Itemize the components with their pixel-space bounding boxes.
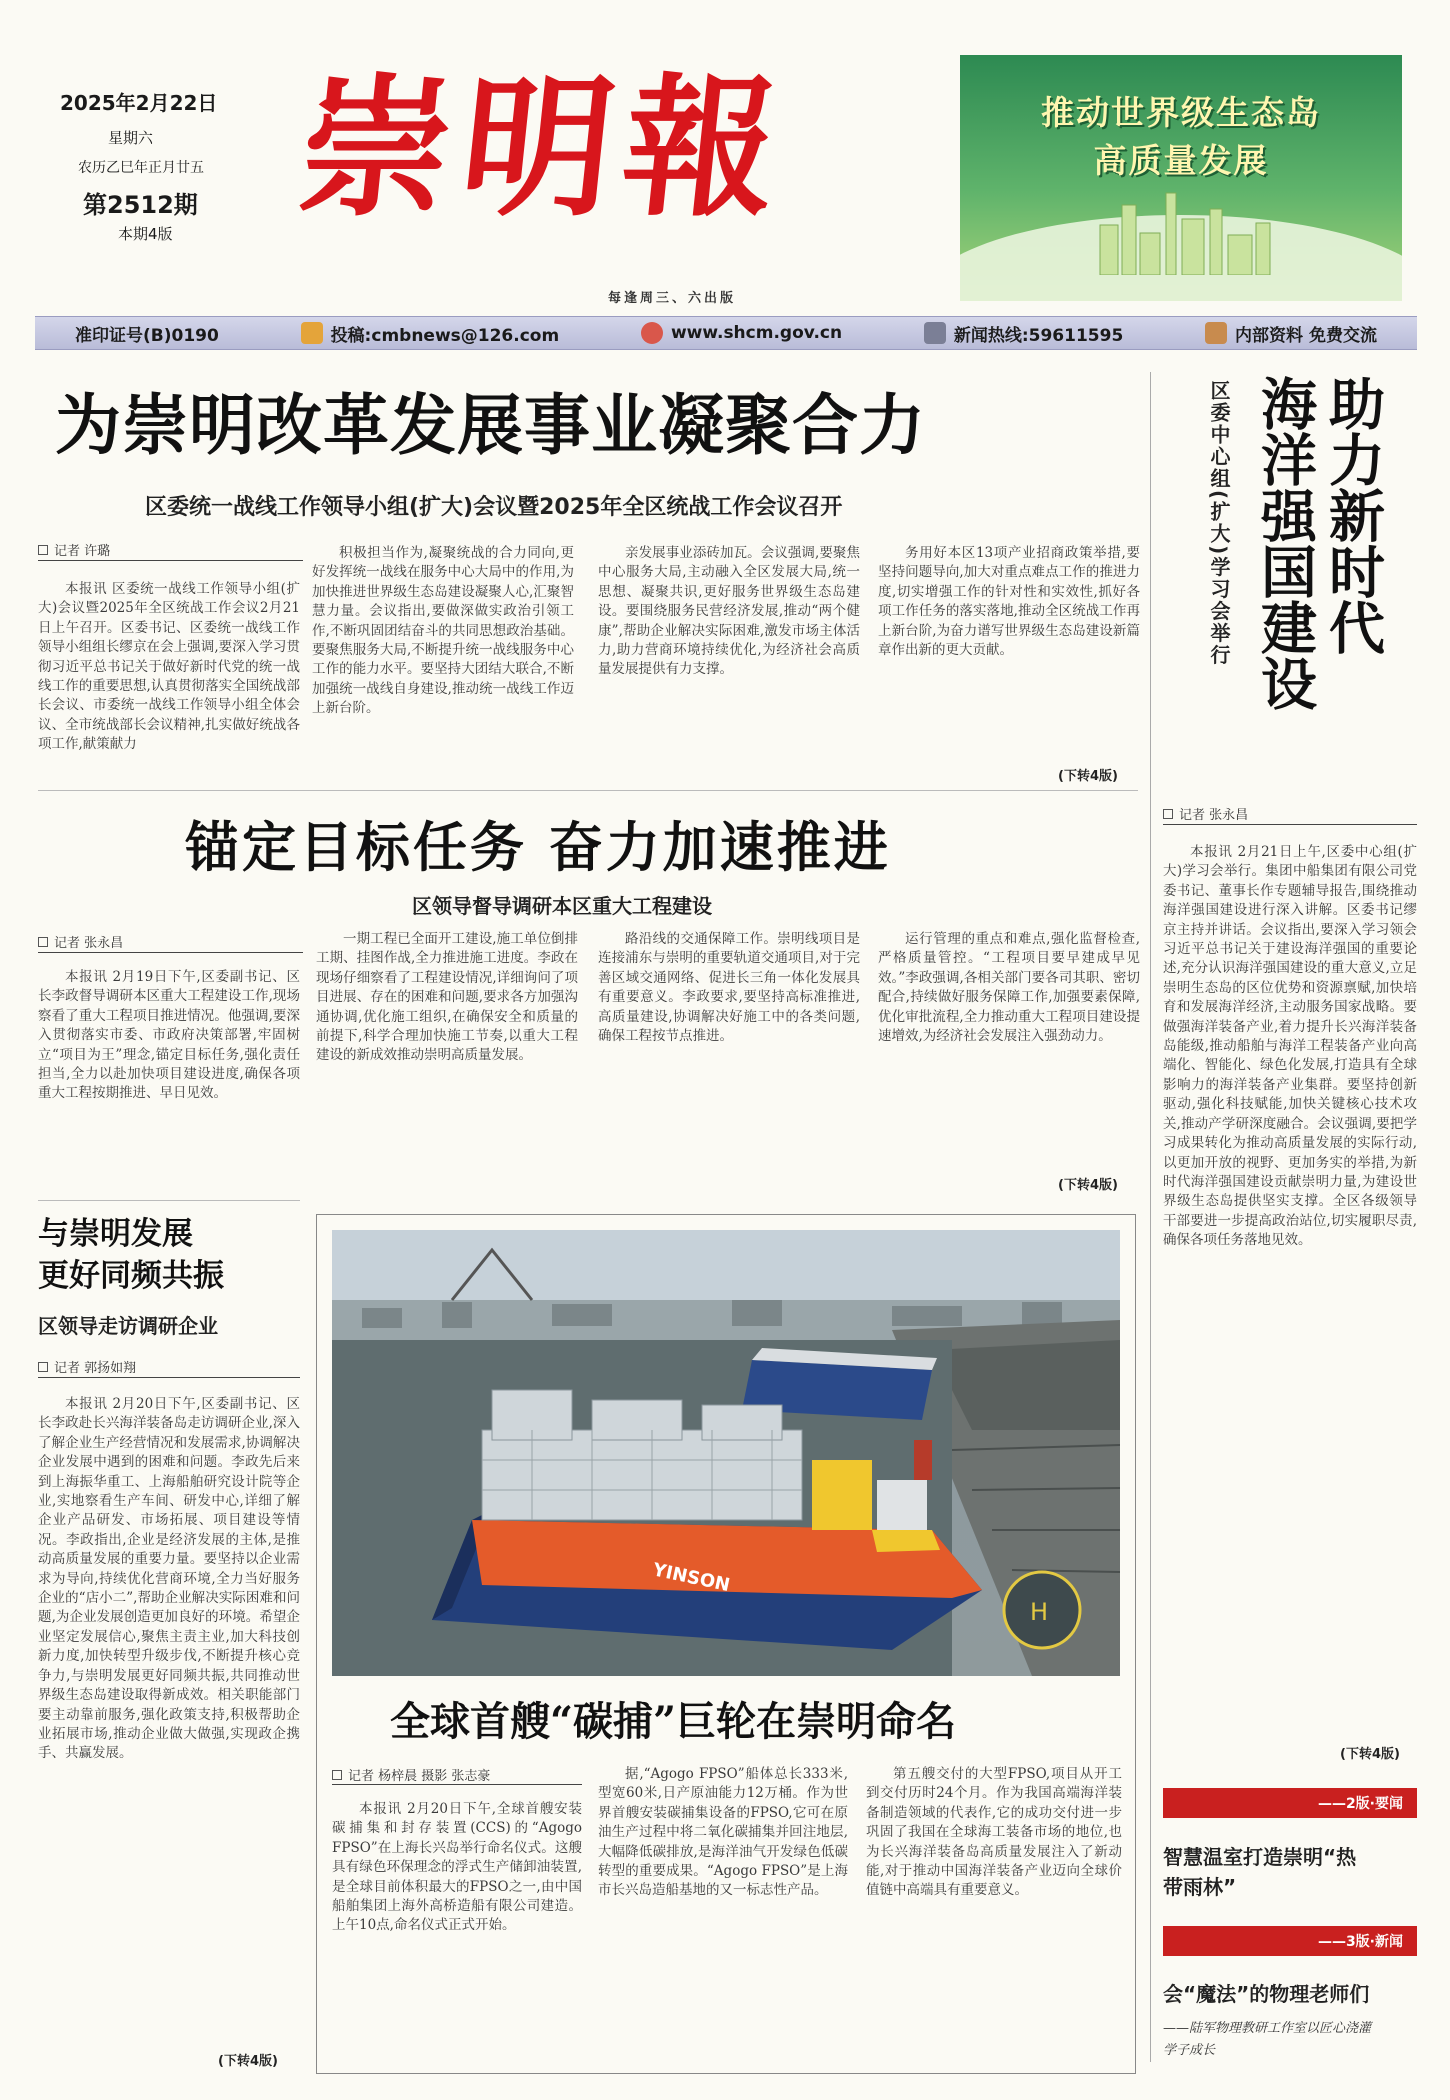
publish-schedule: 每逢周三、六出版 [608, 291, 737, 306]
right-body [1163, 843, 1417, 2100]
page2-tag-text: ——2版·要闻 [1317, 1796, 1403, 1812]
second-col-3 [598, 930, 860, 1190]
lead-col-2-text: 积极担当作为,凝聚统战的合力同向,更好发挥统一战线在服务中心大局中的作用,为加快推进世界级生态岛建设凝聚人心,汇聚智慧力量。会议指出,要做深做实政治引领工作,不断巩固团结奋斗的共同思想政治基础。要聚焦服务大局,不断提升统一战线服务中心工作的能力水平。要坚持大团结大联合,不断加强统一战线自身建设,推动统一战线工作迈上新台阶。 [312, 545, 574, 717]
ship-photo [332, 1230, 1120, 1676]
left-body-text: 本报讯 2月20日下午,区委副书记、区长李政赴长兴海洋装备岛走访调研企业,深入了解企业生产经营情况和发展需求,协调解决企业发展中遇到的困难和问题。李政先后来到上海振华重工、上海船舶研究设计院等企业,实地察看生产车间、研发中心,详细了解企业产品研发、市场拓展、项目建设等情况。李政指出,企业是经济发展的主体,是推动高质量发展的重要力量。要坚持以企业需求为导向,持续优化营商环境,全力当好服务企业的“店小二”,帮助企业解决实际困难和问题,为企业发展创造更加良好的环境。希望企业坚定发展信心,聚焦主责主业,加大科技创新力度,加快转型升级步伐,不断提升核心竞争力,与崇明发展更好同频共振,共同推动世界级生态岛建设取得新成效。相关职能部门要主动靠前服务,强化政策支持,积极帮助企业拓展市场,推动企业做大做强,实现政企携手、共赢发展。 [38, 1396, 300, 1762]
photo-byline [332, 1765, 490, 1784]
lead-byline-text: 记者 许璐 [54, 544, 111, 559]
right-byline-text: 记者 张永昌 [1179, 808, 1249, 823]
right-subhead: 区委中心组(扩大)学习会举行 [1207, 380, 1231, 667]
page2-teaser: 智慧温室打造崇明“热带雨林” [1163, 1845, 1357, 1899]
permit-text: 准印证号(B)0190 [75, 325, 219, 346]
newspaper-logo: 崇明報 [290, 58, 796, 237]
right-byline [1163, 804, 1248, 823]
photo-byline-text: 记者 杨梓晨 摄影 张志豪 [348, 1769, 491, 1784]
second-col-1 [38, 968, 300, 1190]
lead-col-4 [878, 544, 1140, 754]
byline-box-icon [332, 1770, 342, 1780]
right-headline-col-2: 海洋强国建设 [1252, 375, 1317, 711]
left-byline [38, 1357, 136, 1376]
second-col-4 [878, 930, 1140, 1166]
right-headline-col-1: 助力新时代 [1320, 375, 1385, 655]
photo-col-1-text: 本报讯 2月20日下午,全球首艘安装碳捕集和封存装置(CCS)的“Agogo FPSO”在上海长兴岛举行命名仪式。这艘具有绿色环保理念的浮式生产储卸油装置,是全球目前体积最大的FPSO之一,由中国船舶集团上海外高桥造船有限公司建造。上午10点,命名仪式正式开始。 [332, 1801, 582, 1934]
byline-box-icon [38, 937, 48, 947]
second-byline-rule [38, 952, 303, 953]
issue-lunar: 农历乙巳年正月廿五 [78, 160, 204, 176]
network-icon [641, 322, 663, 344]
right-continued: (下转4版) [1340, 1747, 1400, 1762]
banner-text-2: 高质量发展 [1093, 141, 1269, 180]
ship-scene [332, 1230, 1120, 1676]
lead-col-3 [598, 544, 860, 776]
svg-text:H: H [1030, 1598, 1049, 1626]
second-headline: 锚定目标任务 奋力加速推进 [185, 815, 891, 879]
phone-icon [924, 322, 946, 344]
email-text: 投稿:cmbnews@126.com [330, 325, 560, 346]
right-body-text: 本报讯 2月21日上午,区委中心组(扩大)学习会举行。集团中船集团有限公司党委书记、董事长作专题辅导报告,围绕推动海洋强国建设进行深入讲解。区委书记缪京主持并讲话。会议指出,要深入学习领会习近平总书记关于建设海洋强国的重要论述,充分认识海洋强国建设的重大意义,立足崇明生态岛的区位优势和资源禀赋,加快培育和发展海洋经济,主动服务国家战略。要做强海洋装备产业,着力提升长兴海洋装备岛能级,推动船舶与海洋工程装备产业向高端化、智能化、绿色化发展,打造具有全球影响力的海洋装备产业集群。要坚持创新驱动,强化科技赋能,加快关键核心技术攻关,推动产学研深度融合。会议强调,要把学习成果转化为推动高质量发展的实际行动,以更加开放的视野、更加务实的举措,为新时代海洋强国建设贡献崇明力量,为建设世界级生态岛提供坚实支撑。全区各级领导干部要进一步提高政治站位,切实履职尽责,确保各项任务落地见效。 [1163, 844, 1417, 1249]
second-byline-text: 记者 张永昌 [54, 936, 124, 951]
page3-teaser: 会“魔法”的物理老师们 [1163, 1982, 1370, 2006]
lead-continued: (下转4版) [1058, 769, 1118, 784]
lead-col-2 [312, 544, 574, 776]
masthead-banner [960, 55, 1402, 301]
page3-teaser-sub: ——陆军物理教研工作室以匠心浇灌学子成长 [1163, 2021, 1372, 2058]
second-col-1-text: 本报讯 2月19日下午,区委副书记、区长李政督导调研本区重大工程建设工作,现场察看了重大工程项目推进情况。他强调,要深入贯彻落实市委、市政府决策部署,牢固树立“项目为王”理念,锚定目标任务,强化责任担当,全力以赴加快项目建设进度,确保各项重大工程按期推进、早日见效。 [38, 969, 300, 1102]
photo-byline-rule [332, 1784, 582, 1785]
left-body [38, 1395, 300, 2035]
lead-byline-rule [38, 560, 303, 561]
second-col-2 [316, 930, 578, 1190]
photo-headline: 全球首艘“碳捕”巨轮在崇明命名 [390, 1698, 957, 1745]
email-contact [301, 321, 560, 346]
second-byline [38, 932, 123, 951]
free-note-text: 内部资料 免费交流 [1235, 325, 1377, 346]
website [641, 322, 842, 344]
lead-subhead: 区委统一战线工作领导小组(扩大)会议暨2025年全区统战工作会议召开 [145, 495, 843, 520]
photo-col-3 [866, 1765, 1122, 2062]
second-col-4-text: 运行管理的重点和难点,强化监督检查,严格质量管控。“工程项目要早建成早见效。”李政强调,各相关部门要各司其职、密切配合,持续做好服务保障工作,加强要素保障,优化审批流程,全力推动重大工程项目建设提速增效,为经济社会发展注入强劲动力。 [878, 931, 1140, 1045]
left-byline-text: 记者 郭扬如翔 [54, 1361, 137, 1376]
second-continued: (下转4版) [1058, 1178, 1118, 1193]
issue-pages: 本期4版 [118, 225, 173, 243]
mail-icon [301, 322, 323, 344]
section-rule-1 [38, 790, 1138, 791]
website-text: www.shcm.gov.cn [670, 323, 843, 343]
photo-col-2 [598, 1765, 848, 2062]
issue-weekday: 星期六 [108, 129, 154, 147]
hotline [924, 321, 1123, 346]
permit-number [75, 321, 219, 346]
second-col-2-text: 一期工程已全面开工建设,施工单位倒排工期、挂图作战,全力推进施工进度。李政在现场仔细察看了工程建设情况,详细询问了项目进展、存在的困难和问题,要求各方加强沟通协调,优化施工组织,在确保安全和质量的前提下,科学合理加快施工节奏,以重大工程建设的新成效推动崇明高质量发展。 [316, 931, 578, 1064]
page3-tag [1163, 1926, 1417, 1956]
lead-col-4-text: 务用好本区13项产业招商政策举措,要坚持问题导向,加大对重点难点工作的推进力度,切实增强工作的针对性和实效性,抓好各项工作任务的落实落地,推动全区统战工作再上新台阶,为奋力谱写世界级生态岛建设新篇章作出新的更大贡献。 [878, 545, 1140, 659]
left-subhead: 区领导走访调研企业 [38, 1314, 218, 1338]
issue-date: 2025年2月22日 [60, 91, 218, 115]
info-bar [35, 316, 1417, 350]
document-icon [1205, 322, 1227, 344]
page2-tag [1163, 1788, 1417, 1818]
hotline-text: 新闻热线:59611595 [953, 325, 1124, 346]
photo-col-1 [332, 1800, 582, 2062]
photo-col-2-text: 据,“Agogo FPSO”船体总长333米,型宽60米,日产原油能力12万桶。作为世界首艘安装碳捕集设备的FPSO,它可在原油生产过程中将二氧化碳捕集并回注地层,大幅降低碳排放,是海洋油气开发绿色低碳转型的重要成果。“Agogo FPSO”是上海市长兴岛造船基地的又一标志性产品。 [598, 1766, 848, 1899]
skyline-icon [1090, 185, 1280, 275]
lead-col-1-text: 本报讯 区委统一战线工作领导小组(扩大)会议暨2025年全区统战工作会议2月21日上午召开。区委书记、区委统一战线工作领导小组组长缪京在会上强调,要深入学习贯彻习近平总书记关于做好新时代党的统一战线工作的重要思想,认真贯彻落实全国统战部长会议、市委统一战线工作领导小组全体会议、全市统战部长会议精神,扎实做好统战各项工作,献策献力 [38, 581, 300, 753]
lead-col-3-text: 亲发展事业添砖加瓦。会议强调,要聚焦中心服务大局,主动融入全区发展大局,统一思想、凝聚共识,更好服务世界级生态岛建设。要围绕服务民营经济发展,推动“两个健康”,帮助企业解决实际困难,激发市场主体活力,助力营商环境持续优化,为经济社会高质量发展提供有力支撑。 [598, 545, 860, 678]
masthead [30, 45, 1420, 315]
left-continued: (下转4版) [218, 2054, 278, 2069]
right-byline-rule [1163, 824, 1417, 825]
section-rule-2 [38, 1200, 300, 1201]
page3-tag-text: ——3版·新闻 [1317, 1934, 1403, 1950]
free-note [1205, 321, 1377, 346]
photo-col-3-text: 第五艘交付的大型FPSO,项目从开工到交付历时24个月。作为我国高端海洋装备制造领域的代表作,它的成功交付进一步巩固了我国在全球海工装备市场的地位,也为长兴海洋装备岛高质量发展注入了新动能,对于推动中国海洋装备产业迈向全球价值链中高端具有重要意义。 [866, 1766, 1122, 1899]
vertical-divider [1150, 372, 1151, 2062]
issue-number: 第2512期 [83, 191, 198, 219]
lead-col-1 [38, 580, 300, 776]
lead-byline [38, 540, 110, 559]
left-headline-2: 更好同频共振 [38, 1258, 224, 1294]
ship-name-text: YINSON [650, 1559, 732, 1597]
byline-box-icon [38, 545, 48, 555]
lead-headline: 为崇明改革发展事业凝聚合力 [55, 387, 926, 464]
left-byline-rule [38, 1377, 300, 1378]
byline-box-icon [1163, 809, 1173, 819]
second-subhead: 区领导督导调研本区重大工程建设 [412, 894, 712, 918]
banner-text-1: 推动世界级生态岛 [1041, 93, 1321, 132]
left-headline-1: 与崇明发展 [38, 1216, 193, 1252]
second-col-3-text: 路沿线的交通保障工作。崇明线项目是连接浦东与崇明的重要轨道交通项目,对于完善区域交通网络、促进长三角一体化发展具有重要意义。李政要求,要坚持高标准推进,高质量建设,协调解决好施工中的各类问题,确保工程按节点推进。 [598, 931, 860, 1045]
byline-box-icon [38, 1362, 48, 1372]
